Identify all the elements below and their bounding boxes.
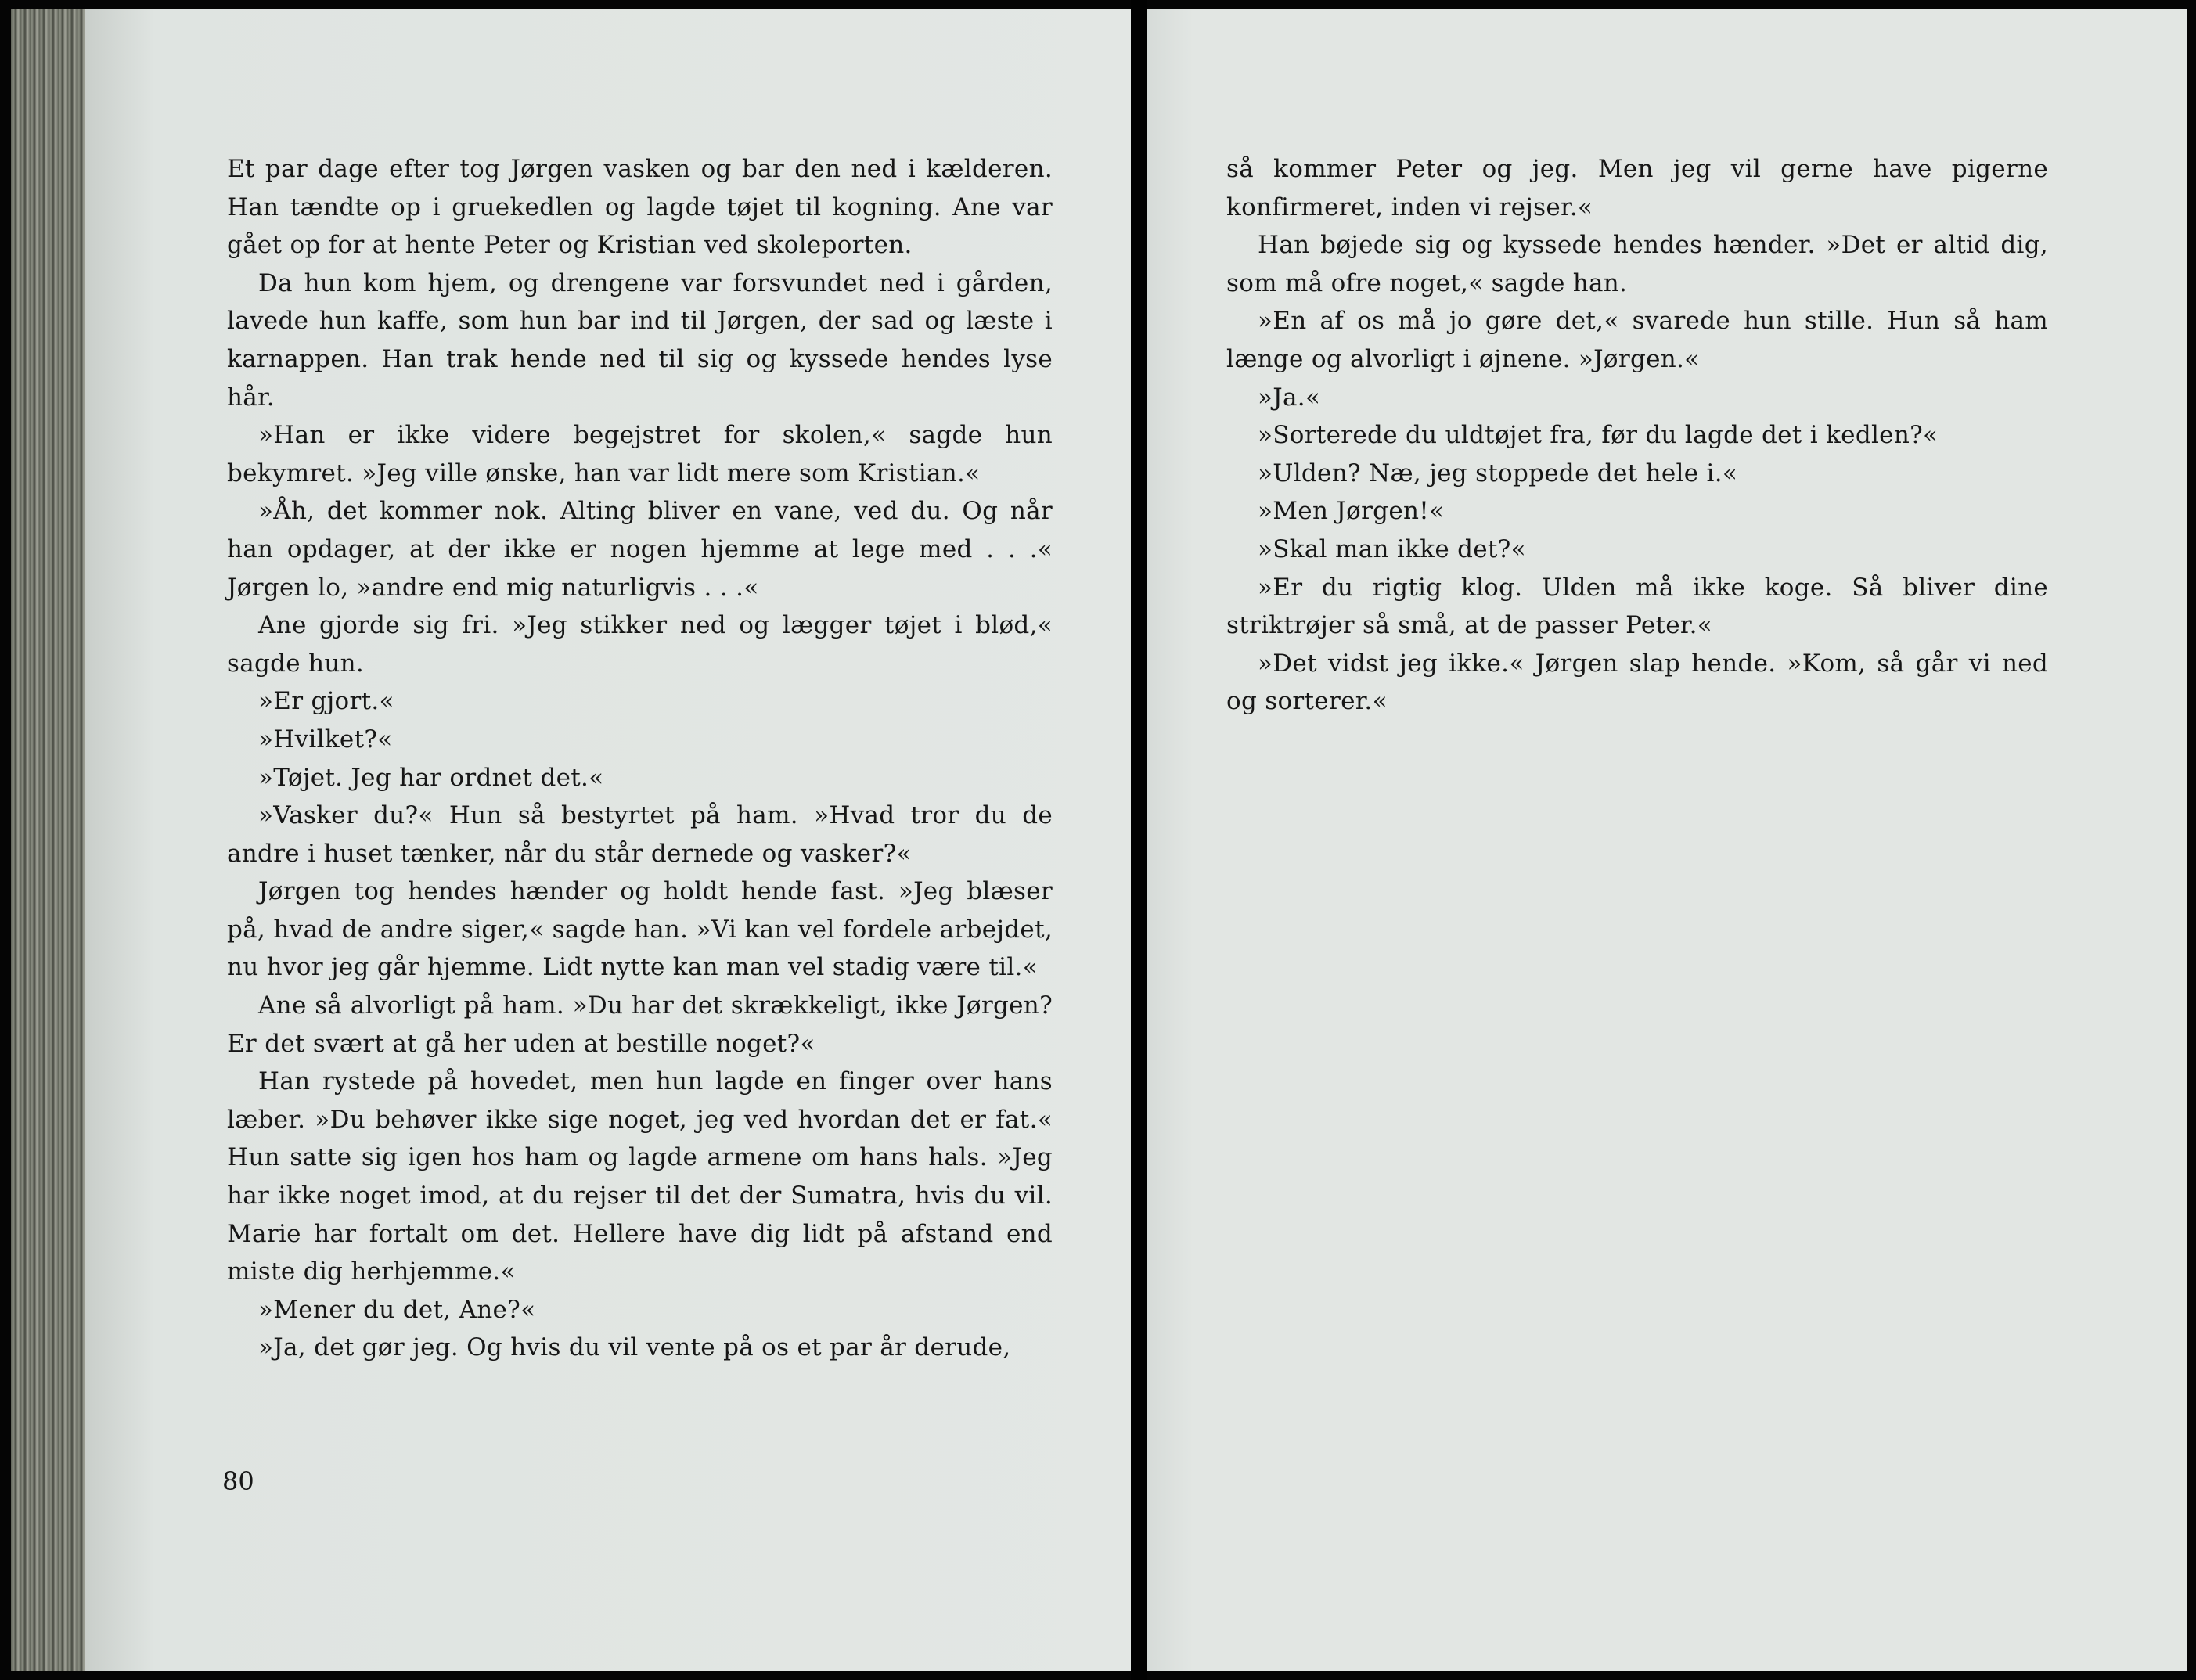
paragraph: »Skal man ikke det?« xyxy=(1258,534,1526,563)
paragraph: »Er gjort.« xyxy=(258,687,394,716)
paragraph: Da hun kom hjem, og drengene var forsvundet ned i gården, lavede hun kaffe, som hun bar ind til Jørgen, der sad og læste i karnappen. Han trak hende ned til sig og kyssede hendes lyse hår. xyxy=(227,268,1053,412)
paragraph: så kommer Peter og jeg. Men jeg vil gerne have pigerne konfirmeret, inden vi rejser.« xyxy=(1226,155,2048,221)
right-page-text xyxy=(1226,150,2048,721)
paragraph: Et par dage efter tog Jørgen vasken og bar den ned i kælderen. Han tændte op i gruekedlen og lagde tøjet til kogning. Ane var gået op for at hente Peter og Kristian ved skoleporten. xyxy=(227,155,1053,260)
paragraph: »Ulden? Næ, jeg stoppede det hele i.« xyxy=(1258,459,1738,487)
gutter xyxy=(1131,0,1147,1680)
paragraph: »Tøjet. Jeg har ordnet det.« xyxy=(258,763,604,792)
paragraph: »Men Jørgen!« xyxy=(1258,497,1445,526)
page-edges xyxy=(11,9,89,1671)
paragraph: »Åh, det kommer nok. Alting bliver en vane, ved du. Og når han opdager, at der ikke er nogen hjemme at lege med . . .« Jørgen lo, »andre end mig naturligvis . . .« xyxy=(227,497,1053,602)
paragraph: Jørgen tog hendes hænder og holdt hende fast. »Jeg blæser på, hvad de andre siger,« sagde han. »Vi kan vel fordele arbejdet, nu hvor jeg går hjemme. Lidt nytte kan man vel stadig være til.« xyxy=(227,877,1053,982)
paragraph: »Ja, det gør jeg. Og hvis du vil vente på os et par år derude, xyxy=(258,1333,1011,1362)
paragraph: »Sorterede du uldtøjet fra, før du lagde det i kedlen?« xyxy=(1258,421,1939,450)
paragraph: »Vasker du?« Hun så bestyrtet på ham. »Hvad tror du de andre i huset tænker, når du står dernede og vasker?« xyxy=(227,801,1053,868)
right-page xyxy=(1147,9,2187,1671)
paragraph: »Ja.« xyxy=(1258,383,1321,412)
left-page-text xyxy=(227,150,1053,1367)
paragraph: »Det vidst jeg ikke.« Jørgen slap hende. »Kom, så går vi ned og sorterer.« xyxy=(1226,649,2048,716)
paragraph: »Er du rigtig klog. Ulden må ikke koge. Så bliver dine striktrøjer så små, at de passer Peter.« xyxy=(1226,573,2048,640)
paragraph: »Hvilket?« xyxy=(258,725,393,754)
paragraph: »Han er ikke videre begejstret for skolen,« sagde hun bekymret. »Jeg ville ønske, han var lidt mere som Kristian.« xyxy=(227,421,1053,487)
paragraph: Ane så alvorligt på ham. »Du har det skrækkeligt, ikke Jørgen? Er det svært at gå her uden at bestille noget?« xyxy=(227,991,1053,1058)
paragraph: Ane gjorde sig fri. »Jeg stikker ned og lægger tøjet i blød,« sagde hun. xyxy=(227,611,1053,678)
paragraph: Han rystede på hovedet, men hun lagde en finger over hans læber. »Du behøver ikke sige noget, jeg ved hvordan det er fat.« Hun satte sig igen hos ham og lagde armene om hans hals. »Jeg har ikke noget imod, at du rejser til det der Sumatra, hvis du vil. Marie har fortalt om det. Hellere have dig lidt på afstand end miste dig herhjemme.« xyxy=(227,1067,1053,1286)
paragraph: Han bøjede sig og kyssede hendes hænder. »Det er altid dig, som må ofre noget,« sagde han. xyxy=(1226,231,2048,297)
paragraph: »Mener du det, Ane?« xyxy=(258,1295,536,1324)
paragraph: »En af os må jo gøre det,« svarede hun stille. Hun så ham længe og alvorligt i øjnene. »Jørgen.« xyxy=(1226,307,2048,373)
page-number: 80 xyxy=(222,1466,254,1496)
left-page xyxy=(85,9,1131,1671)
